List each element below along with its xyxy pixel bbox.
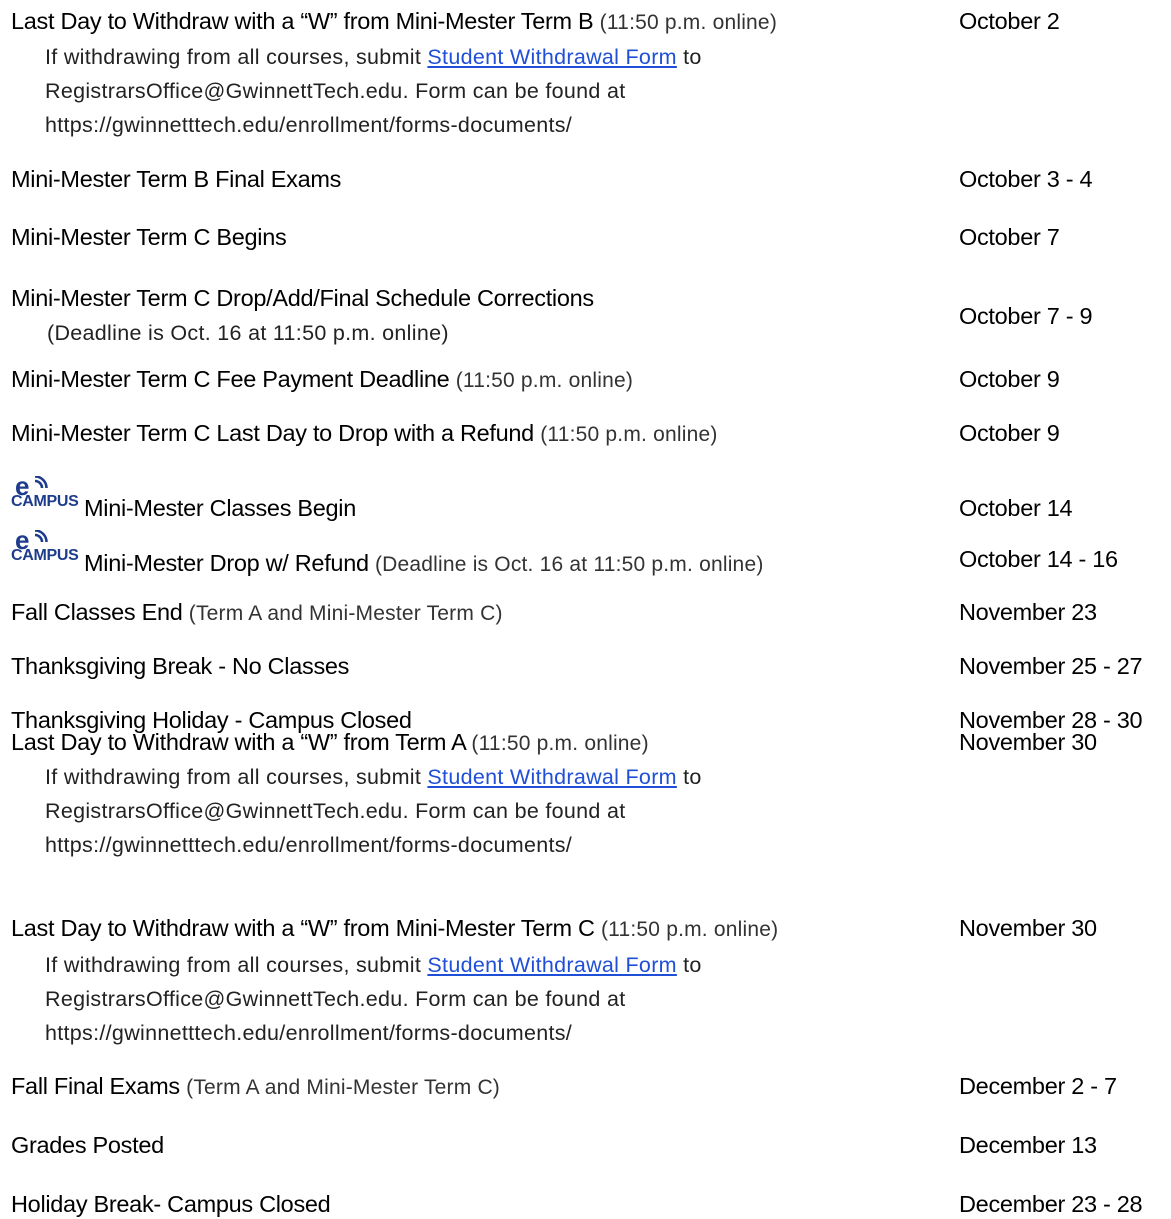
event-title: Mini-Mester Term C Drop/Add/Final Schedule Corrections (11, 285, 594, 311)
event-subnote: (Deadline is Oct. 16 at 11:50 p.m. online) (47, 321, 449, 345)
event-title: Mini-Mester Classes Begin (84, 495, 356, 521)
event-email-line: RegistrarsOffice@GwinnettTech.edu. Form can be found at (45, 79, 626, 103)
event-date: November 30 (959, 915, 1097, 941)
event-title: Fall Final Exams (Term A and Mini-Mester Term C) (11, 1073, 501, 1099)
event-date: October 14 (959, 495, 1073, 521)
student-withdrawal-form-link[interactable]: Student Withdrawal Form (427, 765, 677, 789)
signal-waves-icon (33, 530, 53, 546)
event-date: October 7 (959, 224, 1060, 250)
ecampus-logo-icon: e CAMPUS (11, 525, 79, 564)
event-date: November 23 (959, 599, 1097, 625)
event-title: Last Day to Withdraw with a “W” from Mini-Mester Term B (11:50 p.m. online) (11, 8, 778, 34)
ecampus-logo-icon: e CAMPUS (11, 471, 79, 510)
event-title: Holiday Break- Campus Closed (11, 1191, 331, 1217)
event-date: October 9 (959, 420, 1060, 446)
event-title: Grades Posted (11, 1132, 164, 1158)
event-email-line: RegistrarsOffice@GwinnettTech.edu. Form can be found at (45, 987, 626, 1011)
event-title: Fall Classes End (Term A and Mini-Mester Term C) (11, 599, 503, 625)
event-instructions: If withdrawing from all courses, submit Student Withdrawal Form to (45, 765, 702, 789)
event-title: Mini-Mester Term C Begins (11, 224, 287, 250)
event-title: Thanksgiving Break - No Classes (11, 653, 350, 679)
event-title: Mini-Mester Drop w/ Refund (Deadline is Oct. 16 at 11:50 p.m. online) (84, 550, 764, 576)
event-title: Last Day to Withdraw with a “W” from Mini-Mester Term C (11:50 p.m. online) (11, 915, 779, 941)
signal-waves-icon (33, 476, 53, 492)
event-date: October 7 - 9 (959, 303, 1093, 329)
event-title: Mini-Mester Term B Final Exams (11, 166, 342, 192)
student-withdrawal-form-link[interactable]: Student Withdrawal Form (427, 45, 677, 69)
event-date: November 30 (959, 729, 1097, 755)
event-instructions: If withdrawing from all courses, submit Student Withdrawal Form to (45, 953, 702, 977)
event-title: Mini-Mester Term C Last Day to Drop with a Refund (11:50 p.m. online) (11, 420, 718, 446)
event-date: October 14 - 16 (959, 546, 1118, 572)
event-instructions: If withdrawing from all courses, submit Student Withdrawal Form to (45, 45, 702, 69)
event-title: Thanksgiving Holiday - Campus Closed (11, 707, 412, 733)
event-date: October 9 (959, 366, 1060, 392)
event-url-line: https://gwinnetttech.edu/enrollment/forms-documents/ (45, 1021, 573, 1045)
student-withdrawal-form-link[interactable]: Student Withdrawal Form (427, 953, 677, 977)
event-url-line: https://gwinnetttech.edu/enrollment/forms-documents/ (45, 113, 573, 137)
event-date: November 25 - 27 (959, 653, 1143, 679)
event-date: December 2 - 7 (959, 1073, 1117, 1099)
event-date: December 13 (959, 1132, 1097, 1158)
event-title: Last Day to Withdraw with a “W” from Term A (11:50 p.m. online) (11, 729, 649, 755)
event-date: December 23 - 28 (959, 1191, 1143, 1217)
event-date: November 28 - 30 (959, 707, 1143, 733)
event-url-line: https://gwinnetttech.edu/enrollment/forms-documents/ (45, 833, 573, 857)
event-date: October 3 - 4 (959, 166, 1093, 192)
event-title: Mini-Mester Term C Fee Payment Deadline (11:50 p.m. online) (11, 366, 634, 392)
event-email-line: RegistrarsOffice@GwinnettTech.edu. Form can be found at (45, 799, 626, 823)
event-date: October 2 (959, 8, 1060, 34)
